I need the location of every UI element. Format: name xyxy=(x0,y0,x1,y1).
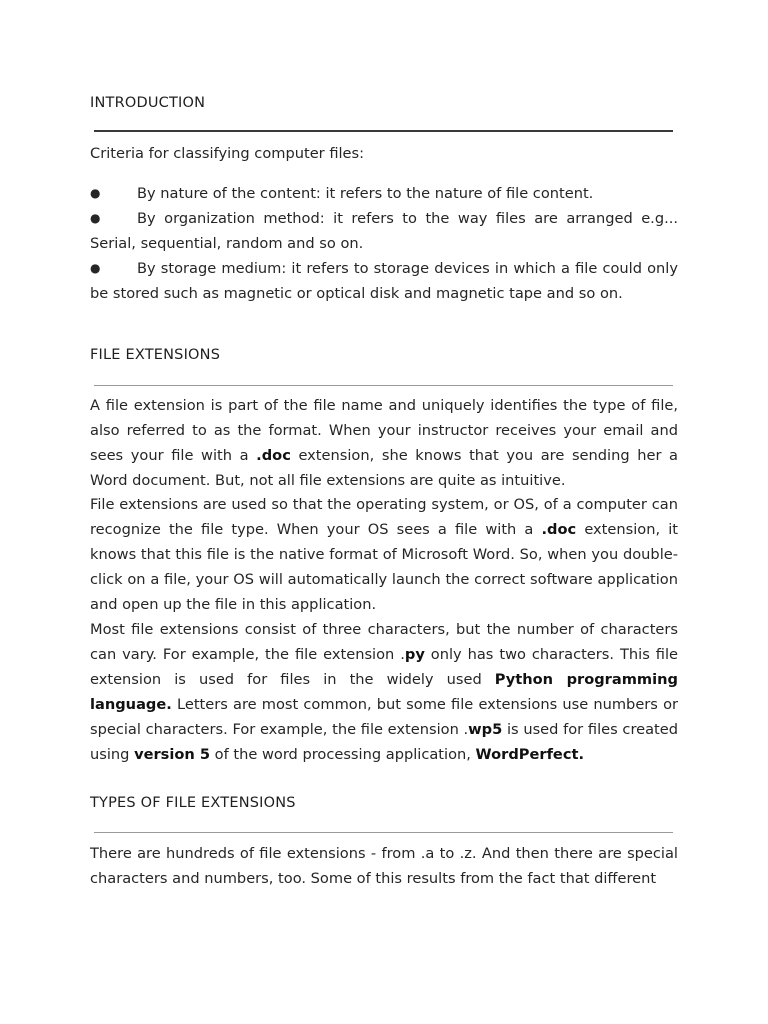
text-run: only has two characters. This file extension is used for files in the widely used xyxy=(90,645,678,688)
bullet-item xyxy=(90,256,678,307)
text-run: is used for files created using xyxy=(90,720,679,763)
bullet-text: By nature of the content: it refers to the nature of file content. xyxy=(137,185,594,202)
text-run: A file extension is part of the file name and uniquely identifies the type of file, also referred to as the format. When your instructor receives your email and sees your file with a xyxy=(90,397,678,464)
text-run: extension, it knows that this file is the native format of Microsoft Word. So, when you double-click on a file, your OS will automatically launch the correct software application and open up the file in this application. xyxy=(90,520,679,613)
heading-rule xyxy=(94,832,673,833)
bullet-icon: ● xyxy=(90,186,101,200)
bullet-text: By storage medium: it refers to storage devices in which a file could only be stored such as magnetic or optical disk and magnetic tape and so on. xyxy=(90,260,678,302)
heading-rule xyxy=(94,385,673,386)
text-run: Most file extensions consist of three characters, but the number of characters can vary. For example, the file extension . xyxy=(90,621,678,663)
criteria-label: Criteria for classifying computer files: xyxy=(90,145,365,162)
bold-term: py xyxy=(404,645,425,663)
bullet-item xyxy=(90,181,678,207)
bold-term: .doc xyxy=(541,520,577,538)
bold-term: .doc xyxy=(256,446,291,464)
paragraph xyxy=(90,394,678,494)
paragraph xyxy=(90,493,678,618)
heading-types-of-file-extensions: TYPES OF FILE EXTENSIONS xyxy=(90,795,296,811)
heading-file-extensions: FILE EXTENSIONS xyxy=(90,347,221,363)
bullet-text: By organization method: it refers to the way files are arranged e.g... Serial, sequential, random and so on. xyxy=(90,210,678,252)
bold-term: version 5 xyxy=(134,745,211,763)
text-run: File extensions are used so that the operating system, or OS, of a computer can recognize the file type. When your OS sees a file with a xyxy=(90,496,678,538)
paragraph xyxy=(90,618,678,767)
bold-term: WordPerfect. xyxy=(475,745,584,763)
bold-term: Python programming language. xyxy=(90,670,678,713)
text-run: extension, she knows that you are sending her a Word document. But, not all file extensions are quite as intuitive. xyxy=(90,446,679,489)
bold-term: wp5 xyxy=(468,720,503,738)
heading-rule xyxy=(94,130,673,132)
text-run: Letters are most common, but some file extensions use numbers or special characters. For example, the file extension . xyxy=(90,695,678,738)
text-run: of the word processing application, xyxy=(210,745,476,763)
paragraph: There are hundreds of file extensions - from .a to .z. And then there are special characters and numbers, too. Some of this results from the fact that different xyxy=(90,845,678,887)
bullet-item xyxy=(90,206,678,257)
heading-introduction: INTRODUCTION xyxy=(90,95,206,111)
bullet-icon: ● xyxy=(90,261,101,275)
bullet-icon: ● xyxy=(90,211,101,225)
